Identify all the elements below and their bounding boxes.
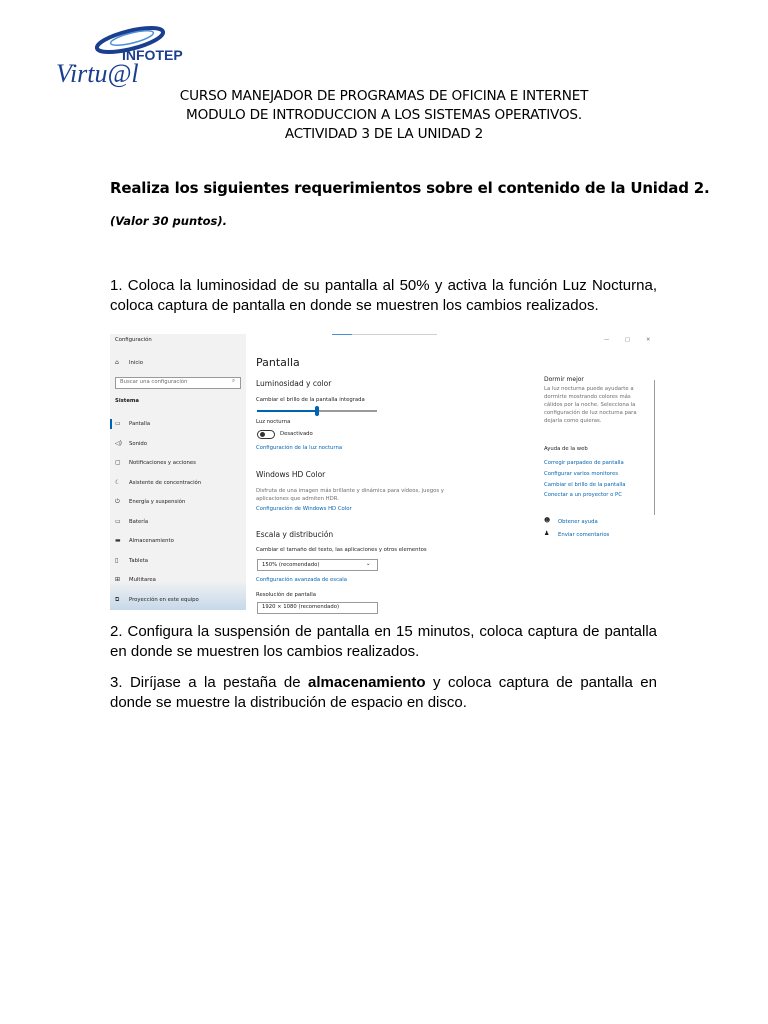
sidebar-item-proyeccion[interactable]: Proyección en este equipo (129, 597, 199, 603)
hd-color-heading: Windows HD Color (256, 470, 326, 479)
sidebar-item-tableta[interactable]: Tableta (129, 558, 149, 564)
selected-indicator (110, 419, 112, 429)
brightness-slider[interactable] (257, 410, 377, 412)
battery-icon: ▭ (115, 518, 121, 525)
hd-color-desc-2: aplicaciones que admiten HDR. (256, 496, 339, 502)
title-line (352, 334, 437, 335)
feedback-link[interactable]: Enviar comentarios (558, 532, 610, 538)
feedback-icon: ♟ (544, 530, 550, 537)
sleep-better-desc-2: dormirte mostrando colores más (544, 394, 631, 400)
brightness-slider-thumb[interactable] (315, 406, 319, 416)
brightness-slider-fill (257, 410, 317, 412)
projection-icon: ⧉ (115, 596, 120, 603)
sidebar-item-notificaciones[interactable]: Notificaciones y acciones (129, 460, 196, 466)
maximize-button[interactable]: □ (625, 337, 631, 343)
sleep-better-desc-3: cálidos por la noche. Selecciona la (544, 402, 636, 408)
home-icon: ⌂ (115, 359, 119, 366)
multitask-icon: ⊞ (115, 576, 121, 583)
web-help-heading: Ayuda de la web (544, 446, 588, 452)
requirement-1: 1. Coloca la luminosidad de su pantalla al 50% y activa la función Luz Nocturna, coloca captura de pantalla en donde se muestren los cambios realizados. (110, 277, 657, 314)
scale-label: Cambiar el tamaño del texto, las aplicaciones y otros elementos (256, 547, 427, 553)
requirement-2: 2. Configura la suspensión de pantalla en 15 minutos, coloca captura de pantalla en donde se muestren los cambios realizados. (110, 623, 657, 660)
header-course: CURSO MANEJADOR DE PROGRAMAS DE OFICINA E INTERNET (179, 88, 589, 104)
tablet-icon: ▯ (115, 557, 119, 564)
sidebar-home[interactable]: Inicio (129, 360, 144, 366)
search-placeholder: Buscar una configuración (120, 379, 188, 385)
header-activity: ACTIVIDAD 3 DE LA UNIDAD 2 (284, 126, 484, 142)
sidebar-item-almacenamiento[interactable]: Almacenamiento (129, 538, 174, 544)
scale-value: 150% (recomendado) (262, 562, 320, 568)
document-header (0, 87, 768, 144)
sleep-better-desc-1: La luz nocturna puede ayudarte a (544, 386, 634, 392)
resolution-label: Resolución de pantalla (256, 592, 316, 598)
scale-dropdown[interactable] (257, 559, 378, 571)
help-link-projector[interactable]: Conectar a un proyector o PC (544, 492, 622, 498)
infotep-virtual-logo (52, 24, 183, 90)
logo-script: Virtu@l (56, 59, 139, 88)
resolution-value: 1920 × 1080 (recomendado) (262, 604, 340, 610)
requirement-3-text-a: 3. Diríjase a la pestaña de (110, 674, 309, 691)
requirement-3-keyword: almacenamiento (308, 674, 426, 691)
brightness-label: Cambiar el brillo de la pantalla integrada (256, 397, 365, 403)
help-link-flicker[interactable]: Corregir parpadeo de pantalla (544, 460, 624, 466)
requirement-3-text-b: y coloca captura de pantalla en donde se muestre la distribución de espacio en disco. (110, 674, 657, 711)
night-light-toggle[interactable] (257, 430, 275, 439)
hd-color-desc-1: Disfruta de una imagen más brillante y dinámica para vídeos, juegos y (256, 488, 444, 494)
search-input[interactable] (115, 377, 241, 389)
page-title: Pantalla (256, 356, 300, 369)
settings-sidebar (110, 334, 246, 610)
sleep-better-desc-4: configuración de luz nocturna para (544, 410, 637, 416)
requirement-3 (110, 673, 657, 712)
hd-color-link[interactable]: Configuración de Windows HD Color (256, 506, 352, 512)
minimize-button[interactable]: — (604, 337, 610, 343)
sidebar-item-bateria[interactable]: Batería (129, 519, 149, 525)
instructions-heading: Realiza los siguientes requerimientos sobre el contenido de la Unidad 2. (110, 179, 710, 197)
sleep-better-heading: Dormir mejor (544, 376, 584, 383)
sidebar-section: Sistema (115, 398, 140, 404)
chevron-down-icon: ⌄ (366, 561, 371, 567)
scale-heading: Escala y distribución (256, 530, 334, 539)
get-help-link[interactable]: Obtener ayuda (558, 519, 598, 525)
logo-brand: INFOTEP (122, 47, 183, 63)
sidebar-item-energia[interactable]: Energía y suspensión (129, 499, 186, 505)
power-icon: ⏻ (115, 498, 120, 505)
header-module: MODULO DE INTRODUCCION A LOS SISTEMAS OPERATIVOS. (186, 107, 582, 123)
help-link-monitors[interactable]: Configurar varios monitores (544, 471, 618, 477)
sleep-better-desc-5: dejarla como quieras. (544, 418, 602, 424)
storage-icon: ▬ (115, 537, 121, 544)
help-link-brightness[interactable]: Cambiar el brillo de la pantalla (544, 482, 626, 488)
sidebar-item-sonido[interactable]: Sonido (129, 441, 148, 447)
monitor-icon: ▭ (115, 420, 121, 427)
sidebar-item-pantalla[interactable]: Pantalla (129, 421, 151, 427)
window-title: Configuración (115, 337, 152, 343)
search-icon: ⌕ (232, 378, 235, 384)
help-chat-icon: ☻ (544, 517, 551, 524)
brightness-heading: Luminosidad y color (256, 379, 332, 388)
sidebar-item-multitarea[interactable]: Multitarea (129, 577, 156, 583)
points-value: (Valor 30 puntos). (110, 214, 228, 228)
night-light-settings-link[interactable]: Configuración de la luz nocturna (256, 445, 343, 451)
settings-screenshot (110, 334, 657, 610)
moon-icon: ☾ (115, 479, 121, 486)
title-accent (332, 334, 352, 335)
speaker-icon: ◁) (115, 440, 122, 447)
scrollbar[interactable] (654, 380, 655, 515)
resolution-dropdown[interactable] (257, 602, 378, 614)
sidebar-item-concentracion[interactable]: Asistente de concentración (129, 480, 202, 486)
advanced-scale-link[interactable]: Configuración avanzada de escala (256, 577, 347, 583)
notification-icon: ▢ (115, 459, 121, 466)
night-light-label: Luz nocturna (256, 419, 291, 425)
close-button[interactable]: ✕ (646, 337, 651, 343)
night-light-state: Desactivado (280, 431, 313, 437)
